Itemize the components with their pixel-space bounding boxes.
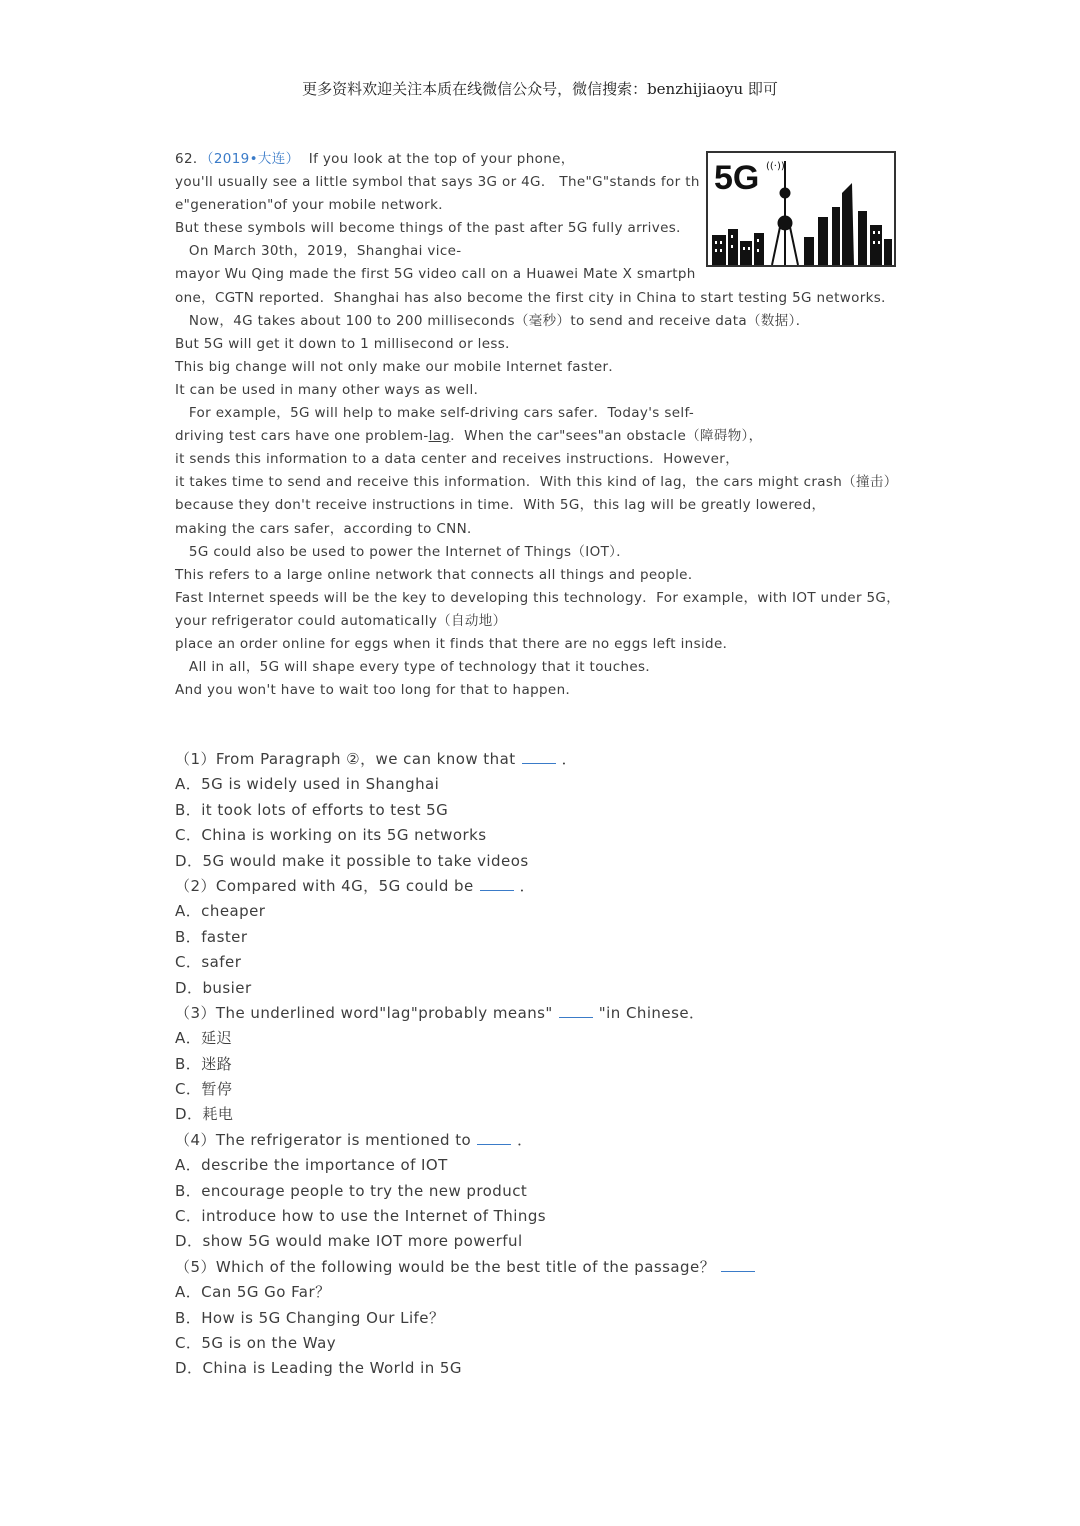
option[interactable]: B．How is 5G Changing Our Life？ (175, 1308, 445, 1327)
question-stem: （5）Which of the following would be the best title of the passage？ (175, 1255, 875, 1280)
passage-line: All in all，5G will shape every type of technology that it touches． (175, 659, 660, 676)
question-stem: （3）The underlined word"lag"probably means" "in Chinese． (175, 1003, 705, 1022)
passage-line: because they don't receive instructions in time．With 5G，this lag will be greatly lowered， (175, 497, 826, 514)
question-stem: （2）Compared with 4G，5G could be ． (175, 876, 536, 895)
passage-line: it takes time to send and receive this information．With this kind of lag，the cars might crash（撞击） (175, 474, 898, 491)
answer-blank[interactable] (721, 1257, 755, 1272)
option[interactable]: B．faster (175, 927, 248, 946)
passage-line: your refrigerator could automatically（自动地） (175, 612, 507, 629)
passage-line: you'll usually see a little symbol that says 3G or 4G． The"G"stands for th (175, 174, 700, 191)
passage-line: place an order online for eggs when it finds that there are no eggs left inside． (175, 635, 737, 652)
passage-line: it sends this information to a data center and receives instructions．However， (175, 451, 740, 468)
option[interactable]: D．5G would make it possible to take videos (175, 851, 529, 870)
passage-text: ．When the car"sees"an obstacle（障碍物）， (450, 428, 763, 445)
passage-line: mayor Wu Qing made the first 5G video call on a Huawei Mate X smartph (175, 266, 696, 283)
passage-line: This big change will not only make our mobile Internet faster． (175, 358, 623, 375)
page-header: 更多资料欢迎关注本质在线微信公众号，微信搜索：benzhijiaoyu 即可 (302, 80, 778, 98)
option[interactable]: A．Can 5G Go Far？ (175, 1283, 331, 1302)
building-windows (715, 231, 880, 252)
answer-blank[interactable] (559, 1003, 593, 1018)
option[interactable]: B．it took lots of efforts to test 5G (175, 800, 449, 819)
question-number: 62． (175, 151, 207, 167)
passage-line: It can be used in many other ways as well． (175, 381, 488, 398)
passage-line: On March 30th，2019，Shanghai vice- (175, 243, 462, 260)
option[interactable]: B．encourage people to try the new product (175, 1181, 528, 1200)
underlined-word-lag: lag (428, 428, 451, 445)
option[interactable]: D．耗电 (175, 1105, 234, 1124)
5g-label: 5G (714, 159, 760, 197)
option[interactable]: C．China is working on its 5G networks (175, 826, 487, 845)
question-stem: （4）The refrigerator is mentioned to ． (175, 1130, 533, 1149)
passage-line: Now，4G takes about 100 to 200 milliseconds（毫秒）to send and receive data（数据）． (175, 312, 810, 329)
answer-blank[interactable] (522, 749, 556, 764)
option[interactable]: B．迷路 (175, 1054, 233, 1073)
option[interactable]: A．cheaper (175, 902, 266, 921)
source-tag: （2019•大连） (206, 151, 300, 167)
option[interactable]: C．5G is on the Way (175, 1333, 337, 1352)
passage-line: And you won't have to wait too long for that to happen． (175, 682, 580, 699)
answer-blank[interactable] (477, 1130, 511, 1145)
question-stem: （1）From Paragraph ②，we can know that ． (175, 750, 578, 768)
option[interactable]: D．busier (175, 978, 252, 997)
option[interactable]: C．introduce how to use the Internet of Things (175, 1207, 547, 1226)
question-list (175, 747, 875, 1382)
passage-line: But 5G will get it down to 1 millisecond or less． (175, 335, 520, 352)
option[interactable]: C．safer (175, 953, 242, 972)
option[interactable]: A．5G is widely used in Shanghai (175, 775, 440, 794)
passage-line: For example，5G will help to make self-driving cars safer．Today's self- (175, 405, 695, 422)
passage-line: This refers to a large online network that connects all things and people． (175, 566, 702, 583)
option[interactable]: A．延迟 (175, 1029, 233, 1048)
passage-text: If you look at the top of your phone， (308, 151, 575, 167)
passage-line: making the cars safer，according to CNN． (175, 520, 481, 537)
5g-skyline-illustration (706, 151, 896, 267)
option[interactable]: A．describe the importance of IOT (175, 1156, 448, 1175)
option[interactable]: C．暂停 (175, 1080, 233, 1099)
passage-line-lag (175, 425, 905, 448)
option[interactable]: D．show 5G would make IOT more powerful (175, 1232, 523, 1251)
passage-line: Fast Internet speeds will be the key to developing this technology．For example，with IOT under 5G， (175, 589, 901, 606)
option[interactable]: D．China is Leading the World in 5G (175, 1359, 462, 1378)
passage-line: But these symbols will become things of the past after 5G fully arrives． (175, 220, 690, 237)
signal-icon: ((·)) (766, 161, 785, 172)
passage-line: e"generation"of your mobile network． (175, 197, 453, 214)
tower-icon (772, 161, 798, 265)
passage-text: driving test cars have one problem- (175, 428, 429, 445)
passage-line: one，CGTN reported．Shanghai has also become the first city in China to start testing 5G networks． (175, 289, 896, 306)
answer-blank[interactable] (480, 876, 514, 891)
passage-line: 5G could also be used to power the Internet of Things（IOT）． (175, 543, 631, 560)
skyline-image (708, 153, 894, 265)
